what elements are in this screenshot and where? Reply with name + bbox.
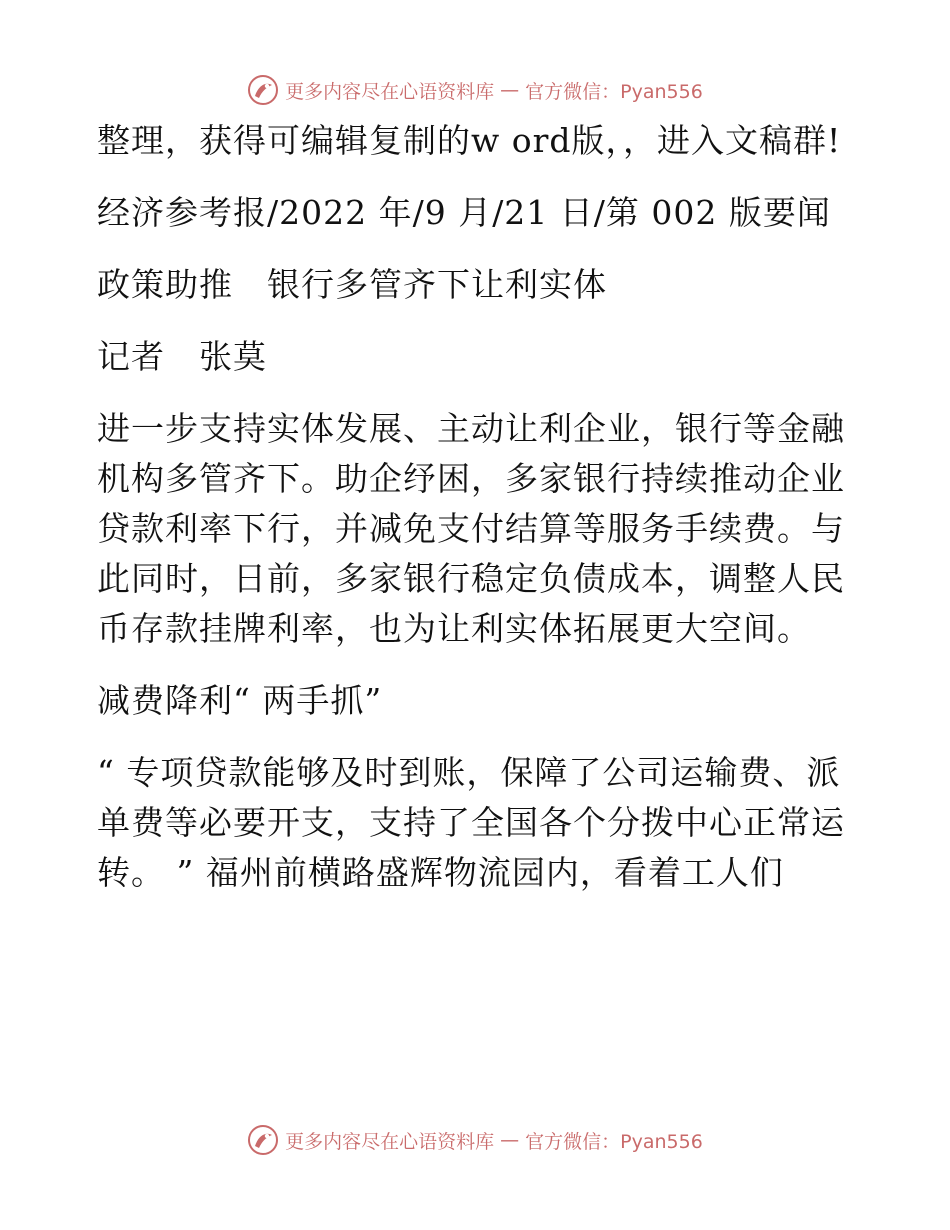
- library-logo-icon: [247, 74, 279, 106]
- article-title: 政策助推 银行多管齐下让利实体: [97, 265, 607, 304]
- watermark-separator: —: [500, 1129, 520, 1151]
- watermark-text: 更多内容尽在心语资料库: [285, 1130, 495, 1153]
- author-line: 记者 张莫: [97, 337, 267, 376]
- body-paragraph: 进一步支持实体发展、主动让利企业，银行等金融机构多管齐下。助企纾困，多家银行持续推动企业贷款利率下行，并减免支付结算等服务手续费。与此同时，日前，多家银行稳定负债成本，调整人民币存款挂牌利率，也为让利实体拓展更大空间。: [97, 409, 845, 648]
- watermark-header: [0, 70, 950, 110]
- section-heading: 减费降利“ 两手抓”: [97, 681, 383, 720]
- library-logo-icon: [247, 1124, 279, 1156]
- watermark-separator: —: [500, 79, 520, 101]
- watermark-contact: 官方微信：Pyan556: [525, 1130, 703, 1153]
- body-paragraph: “ 专项贷款能够及时到账，保障了公司运输费、派单费等必要开支，支持了全国各个分拨中心正常运转。 ” 福州前横路盛辉物流园内，看着工人们: [97, 753, 845, 892]
- watermark-contact: 官方微信：Pyan556: [525, 80, 703, 103]
- watermark-text: 更多内容尽在心语资料库: [285, 80, 495, 103]
- watermark-footer: [0, 1120, 950, 1160]
- source-line: 经济参考报/2022 年/9 月/21 日/第 002 版要闻: [97, 193, 831, 232]
- intro-paragraph: 整理，获得可编辑复制的w ord版，，进入文稿群!: [97, 121, 842, 160]
- document-body: [97, 116, 867, 920]
